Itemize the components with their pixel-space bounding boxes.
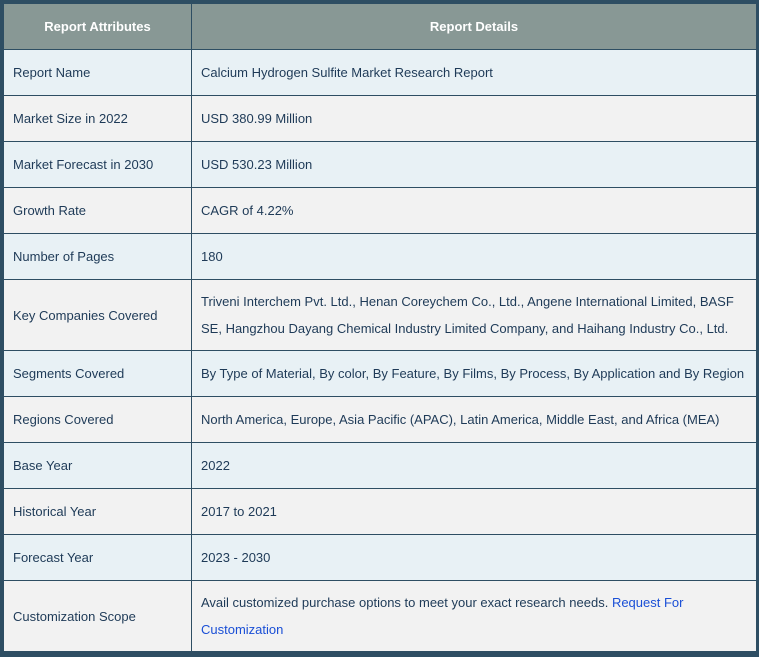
detail-cell: Triveni Interchem Pvt. Ltd., Henan Coreychem Co., Ltd., Angene International Limited, BASF SE, Hangzhou Dayang Chemical Industry Limited Company, and Haihang Industry Co., Ltd. bbox=[192, 280, 757, 351]
header-report-attributes: Report Attributes bbox=[4, 4, 192, 50]
customization-text: Avail customized purchase options to meet your exact research needs. bbox=[201, 595, 609, 610]
detail-cell: USD 530.23 Million bbox=[192, 142, 757, 188]
detail-cell: 180 bbox=[192, 234, 757, 280]
attribute-cell: Historical Year bbox=[4, 489, 192, 535]
detail-cell bbox=[192, 581, 757, 652]
attribute-cell: Number of Pages bbox=[4, 234, 192, 280]
request-customization-link[interactable]: Request For Customization bbox=[201, 595, 684, 637]
attribute-cell: Market Size in 2022 bbox=[4, 96, 192, 142]
attribute-cell: Growth Rate bbox=[4, 188, 192, 234]
table-row-customization-scope bbox=[4, 581, 757, 652]
attribute-cell: Market Forecast in 2030 bbox=[4, 142, 192, 188]
table-row-market-size bbox=[4, 96, 757, 142]
attribute-cell: Base Year bbox=[4, 443, 192, 489]
detail-cell: 2023 - 2030 bbox=[192, 535, 757, 581]
detail-cell: North America, Europe, Asia Pacific (APAC), Latin America, Middle East, and Africa (MEA) bbox=[192, 397, 757, 443]
detail-cell: USD 380.99 Million bbox=[192, 96, 757, 142]
detail-cell: 2017 to 2021 bbox=[192, 489, 757, 535]
attribute-cell: Forecast Year bbox=[4, 535, 192, 581]
table-row-forecast-year bbox=[4, 535, 757, 581]
table-row-segments-covered bbox=[4, 351, 757, 397]
table-row-regions-covered bbox=[4, 397, 757, 443]
header-report-details: Report Details bbox=[192, 4, 757, 50]
attribute-cell: Segments Covered bbox=[4, 351, 192, 397]
table-row-historical-year bbox=[4, 489, 757, 535]
attribute-cell: Customization Scope bbox=[4, 581, 192, 652]
attribute-cell: Key Companies Covered bbox=[4, 280, 192, 351]
report-attributes-table bbox=[3, 3, 757, 652]
attribute-cell: Report Name bbox=[4, 50, 192, 96]
table-row-base-year bbox=[4, 443, 757, 489]
table-header-row bbox=[4, 4, 757, 50]
detail-cell: CAGR of 4.22% bbox=[192, 188, 757, 234]
detail-cell: By Type of Material, By color, By Feature, By Films, By Process, By Application and By Region bbox=[192, 351, 757, 397]
table-row-number-of-pages bbox=[4, 234, 757, 280]
table-row-growth-rate bbox=[4, 188, 757, 234]
detail-cell: Calcium Hydrogen Sulfite Market Research Report bbox=[192, 50, 757, 96]
attribute-cell: Regions Covered bbox=[4, 397, 192, 443]
table-row-report-name bbox=[4, 50, 757, 96]
table-row-market-forecast bbox=[4, 142, 757, 188]
table-row-key-companies bbox=[4, 280, 757, 351]
detail-cell: 2022 bbox=[192, 443, 757, 489]
